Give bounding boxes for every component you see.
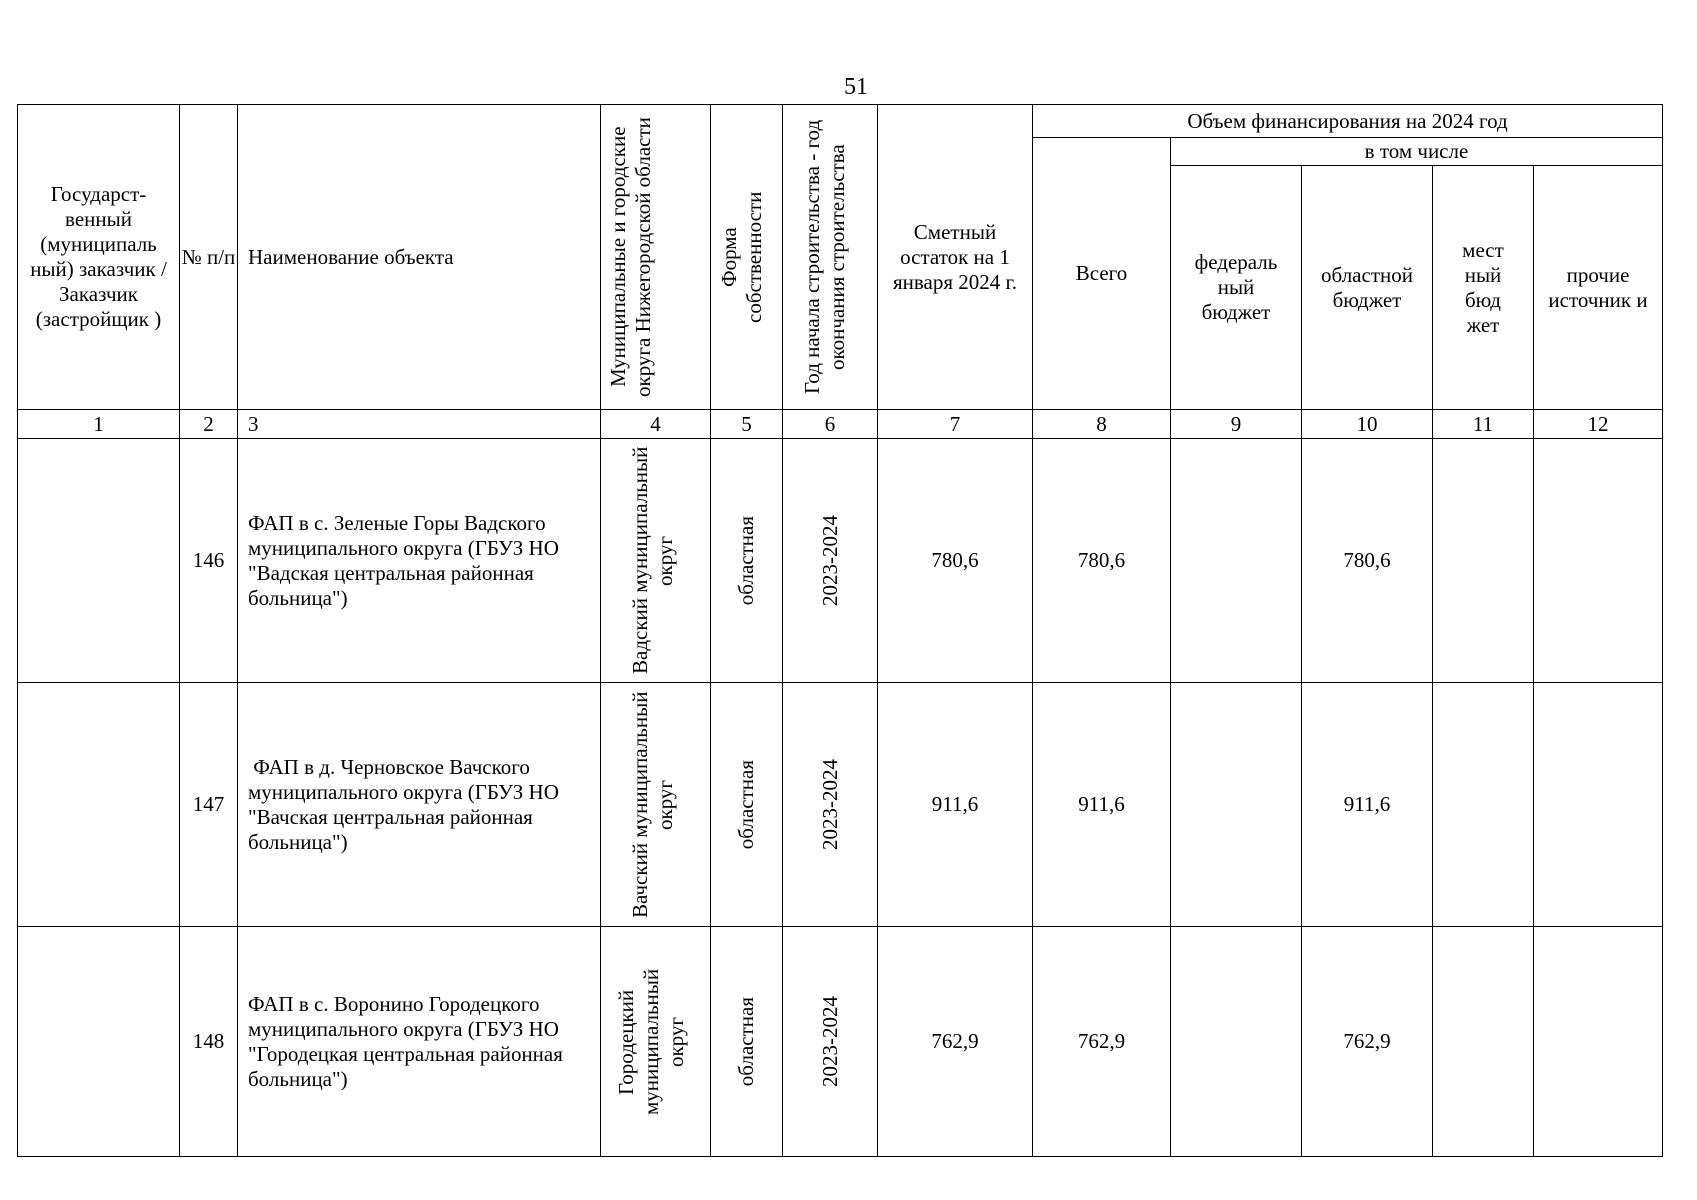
- cell-total: 911,6: [1033, 683, 1171, 927]
- cell-ownership-text: областная: [734, 759, 758, 850]
- cell-years-text: 2023-2024: [817, 515, 842, 606]
- cell-years-text: 2023-2024: [817, 759, 842, 850]
- cell-customer: [18, 683, 180, 927]
- cell-estimate: 780,6: [878, 439, 1033, 683]
- cell-municipality: [601, 927, 711, 1157]
- cell-years: [783, 439, 878, 683]
- column-number: 8: [1033, 410, 1171, 439]
- header-federal: федераль ный бюджет: [1171, 166, 1302, 410]
- cell-other: [1534, 683, 1663, 927]
- cell-total: 762,9: [1033, 927, 1171, 1157]
- cell-years-text: 2023-2024: [817, 996, 842, 1087]
- cell-other: [1534, 927, 1663, 1157]
- cell-municipality: [601, 439, 711, 683]
- cell-regional: 911,6: [1302, 683, 1433, 927]
- column-number: 6: [783, 410, 878, 439]
- header-object-name: Наименование объекта: [238, 105, 601, 410]
- column-number: 7: [878, 410, 1033, 439]
- column-number: 3: [238, 410, 601, 439]
- cell-number: 147: [180, 683, 238, 927]
- column-number: 1: [18, 410, 180, 439]
- cell-federal: [1171, 439, 1302, 683]
- table-row: [18, 683, 1663, 927]
- column-number: 12: [1534, 410, 1663, 439]
- cell-number: 148: [180, 927, 238, 1157]
- header-customer: Государст-венный (муниципаль ный) заказчик / Заказчик (застройщик ): [18, 105, 180, 410]
- cell-number: 146: [180, 439, 238, 683]
- cell-federal: [1171, 683, 1302, 927]
- header-years-text: Год начала строительства - год окончания строительства: [800, 119, 849, 395]
- cell-ownership-text: областная: [734, 515, 758, 606]
- cell-years: [783, 927, 878, 1157]
- header-including: в том числе: [1171, 138, 1663, 166]
- cell-regional: 762,9: [1302, 927, 1433, 1157]
- cell-municipality-text: Вачский муниципальный округ: [627, 691, 677, 918]
- cell-object-name: ФАП в с. Воронино Городецкого муниципального округа (ГБУЗ НО "Городецкая центральная районная больница"): [238, 927, 601, 1157]
- cell-object-name: ФАП в д. Черновское Вачского муниципального округа (ГБУЗ НО "Вачская центральная районная больница"): [238, 683, 601, 927]
- header-number: № п/п: [180, 105, 238, 410]
- column-number: 4: [601, 410, 711, 439]
- cell-municipality-text: Вадский муниципальный округ: [627, 446, 677, 675]
- header-regional: областной бюджет: [1302, 166, 1433, 410]
- cell-object-name: ФАП в с. Зеленые Горы Вадского муниципального округа (ГБУЗ НО "Вадская центральная районная больница"): [238, 439, 601, 683]
- cell-ownership-text: областная: [734, 996, 758, 1087]
- cell-local: [1433, 439, 1534, 683]
- cell-local: [1433, 927, 1534, 1157]
- cell-total: 780,6: [1033, 439, 1171, 683]
- cell-other: [1534, 439, 1663, 683]
- table-row: [18, 927, 1663, 1157]
- cell-regional: 780,6: [1302, 439, 1433, 683]
- cell-customer: [18, 439, 180, 683]
- cell-years: [783, 683, 878, 927]
- header-estimate: Сметный остаток на 1 января 2024 г.: [878, 105, 1033, 410]
- cell-ownership: [711, 927, 783, 1157]
- cell-estimate: 911,6: [878, 683, 1033, 927]
- cell-local: [1433, 683, 1534, 927]
- cell-ownership: [711, 439, 783, 683]
- header-years: [783, 105, 878, 410]
- header-ownership: [711, 105, 783, 410]
- cell-estimate: 762,9: [878, 927, 1033, 1157]
- cell-municipality-text: Городецкий муниципальный округ: [613, 968, 688, 1115]
- header-municipality: [601, 105, 711, 410]
- header-total: Всего: [1033, 138, 1171, 410]
- column-number: 9: [1171, 410, 1302, 439]
- funding-table: [17, 104, 1663, 1157]
- page-number: 51: [844, 74, 868, 100]
- header-municipality-text: Муниципальные и городские округа Нижегородской области: [605, 117, 655, 397]
- column-number: 5: [711, 410, 783, 439]
- header-ownership-text: Форма собственности: [716, 191, 766, 323]
- header-local: мест ный бюд жет: [1433, 166, 1534, 410]
- cell-ownership: [711, 683, 783, 927]
- column-number-row: [18, 410, 1663, 439]
- column-number: 11: [1433, 410, 1534, 439]
- table-row: [18, 439, 1663, 683]
- cell-federal: [1171, 927, 1302, 1157]
- cell-customer: [18, 927, 180, 1157]
- column-number: 2: [180, 410, 238, 439]
- header-funding-title: Объем финансирования на 2024 год: [1033, 105, 1663, 138]
- column-number: 10: [1302, 410, 1433, 439]
- header-other: прочие источник и: [1534, 166, 1663, 410]
- cell-municipality: [601, 683, 711, 927]
